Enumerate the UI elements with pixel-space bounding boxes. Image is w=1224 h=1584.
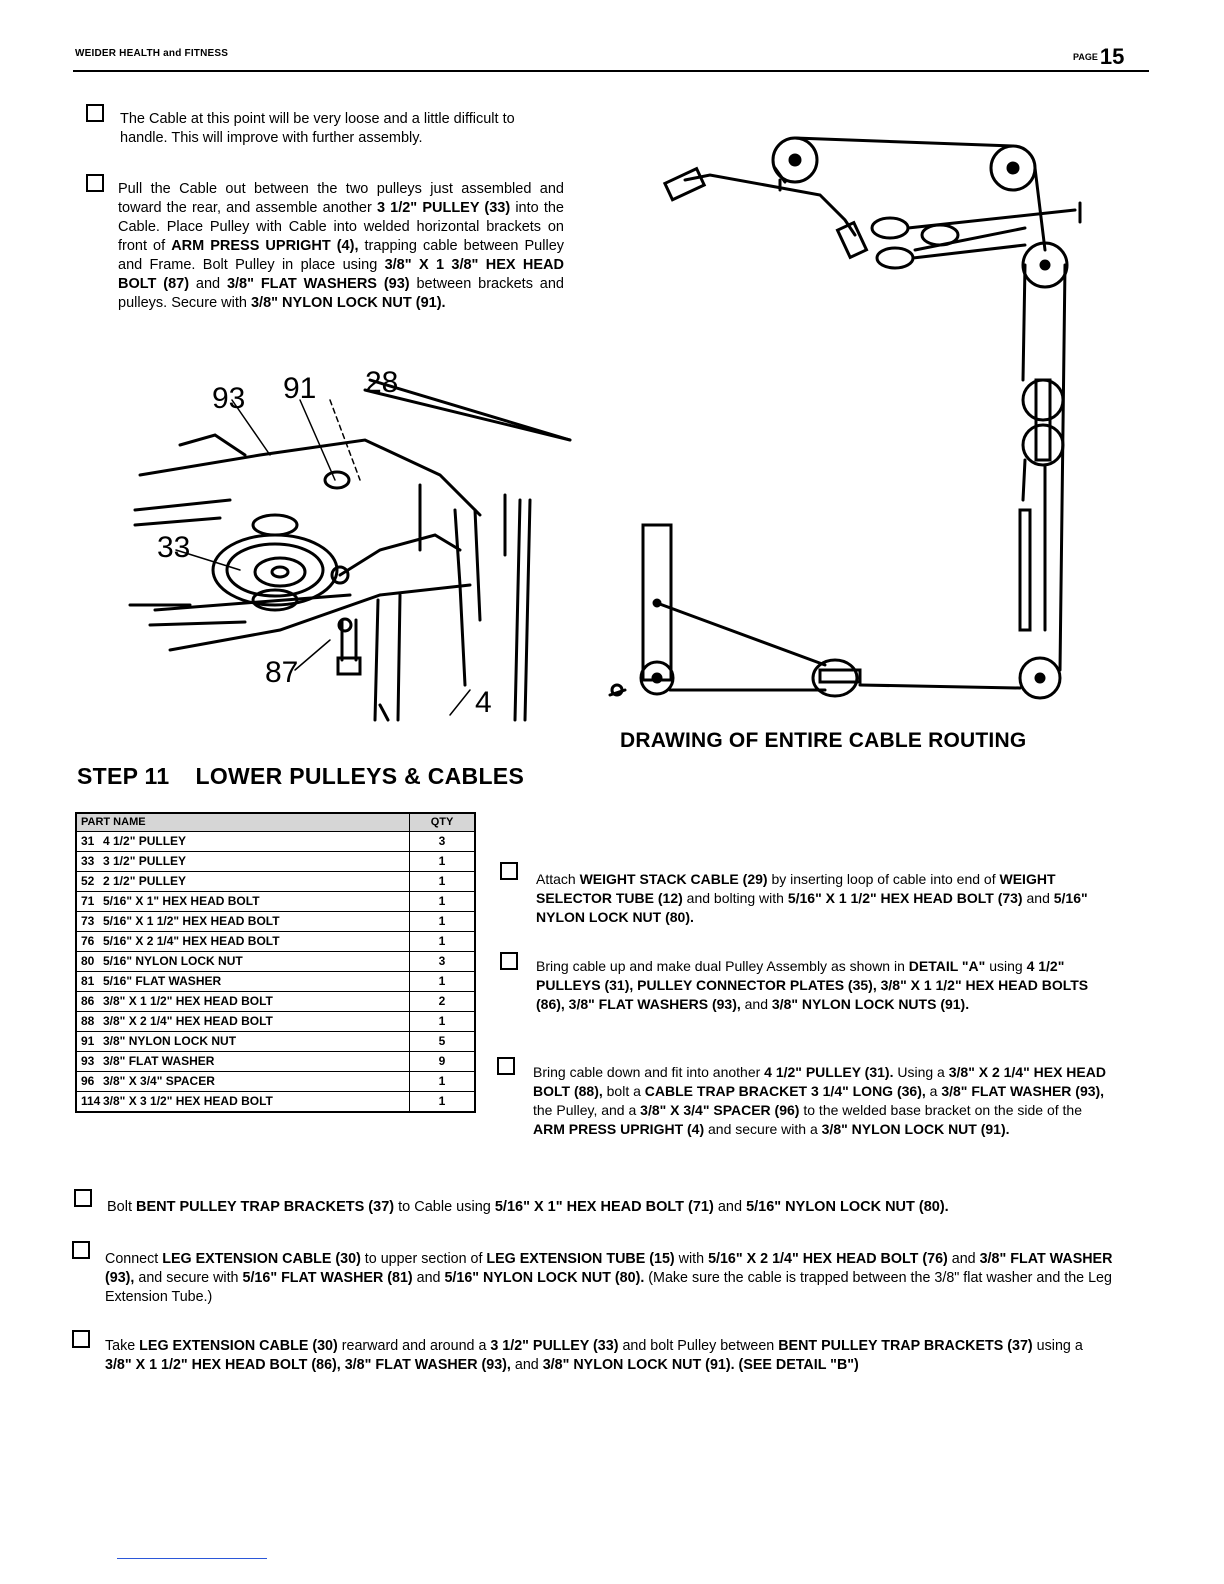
label-4: 4 — [475, 686, 492, 719]
table-row: 31 4 1/2" PULLEY 3 — [76, 832, 475, 852]
table-row: 71 5/16" X 1" HEX HEAD BOLT 1 — [76, 892, 475, 912]
header-rule — [73, 70, 1149, 72]
table-row: 52 2 1/2" PULLEY 1 — [76, 872, 475, 892]
table-row: 33 3 1/2" PULLEY 1 — [76, 852, 475, 872]
header-part-name: PART NAME — [76, 813, 410, 832]
label-91: 91 — [283, 372, 317, 405]
label-33: 33 — [157, 531, 191, 564]
cable-routing-illustration — [595, 110, 1115, 710]
checkbox-cable-down[interactable] — [497, 1057, 515, 1075]
paragraph-pull-cable: Pull the Cable out between the two pulleys just assembled and toward the rear, and assemble another 3 1/2" PULLEY (33) into the Cable. Place Pulley with Cable into welded horizontal brackets on front of ARM PRESS UPRIGHT (4), trapping cable between Pulley and Frame. Bolt Pulley in place using 3/8" X 1 3/8" HEX HEAD BOLT (87) and 3/8" FLAT WASHERS (93) between brackets and pulleys. Secure with 3/8" NYLON LOCK NUT (91). — [118, 181, 565, 311]
paragraph-dual-pulley: Bring cable up and make dual Pulley Assembly as shown in DETAIL "A" using 4 1/2" PULLEYS (31), PULLEY CONNECTOR PLATES (35), 3/8" X 1 1/2" HEX HEAD BOLTS (86), 3/8" FLAT WASHERS (93), and 3/8" NYLON LOCK NUTS (91). — [536, 958, 1089, 1012]
label-93: 93 — [212, 382, 246, 415]
checkbox-leg-extension-cable[interactable] — [72, 1241, 90, 1259]
page-number: 15 — [1099, 44, 1125, 69]
checkbox-dual-pulley[interactable] — [500, 952, 518, 970]
page-label: PAGE — [1073, 52, 1098, 62]
page-number-block — [1073, 44, 1124, 70]
table-row: 93 3/8" FLAT WASHER 9 — [76, 1052, 475, 1072]
checkbox-weight-stack-cable[interactable] — [500, 862, 518, 880]
checkbox-cable-loose[interactable] — [86, 104, 104, 122]
table-row: 96 3/8" X 3/4" SPACER 1 — [76, 1072, 475, 1092]
pulley-detail-illustration — [120, 360, 580, 740]
label-87: 87 — [265, 656, 299, 689]
paragraph-cable-loose: The Cable at this point will be very loose and a little difficult to handle. This will improve with further assembly. — [120, 111, 515, 146]
table-row: 88 3/8" X 2 1/4" HEX HEAD BOLT 1 — [76, 1012, 475, 1032]
footer-blue-line — [117, 1558, 267, 1559]
table-row: 86 3/8" X 1 1/2" HEX HEAD BOLT 2 — [76, 992, 475, 1012]
table-row: 76 5/16" X 2 1/4" HEX HEAD BOLT 1 — [76, 932, 475, 952]
parts-table — [75, 812, 476, 1113]
parts-table-header — [76, 813, 475, 832]
paragraph-cable-down: Bring cable down and fit into another 4 1/2" PULLEY (31). Using a 3/8" X 2 1/4" HEX HEAD BOLT (88), bolt a CABLE TRAP BRACKET 3 1/4" LONG (36), a 3/8" FLAT WASHER (93), the Pulley, and a 3/8" X 3/4" SPACER (96) to the welded base bracket on the side of the ARM PRESS UPRIGHT (4) and secure with a 3/8" NYLON LOCK NUT (91). — [533, 1064, 1106, 1137]
paragraph-bent-pulley-brackets: Bolt BENT PULLEY TRAP BRACKETS (37) to Cable using 5/16" X 1" HEX HEAD BOLT (71) and 5/16" NYLON LOCK NUT (80). — [107, 1199, 949, 1215]
document-header-title: WEIDER HEALTH and FITNESS — [75, 48, 229, 59]
table-row: 114 3/8" X 3 1/2" HEX HEAD BOLT 1 — [76, 1092, 475, 1113]
table-row: 91 3/8" NYLON LOCK NUT 5 — [76, 1032, 475, 1052]
paragraph-leg-extension-cable: Connect LEG EXTENSION CABLE (30) to upper section of LEG EXTENSION TUBE (15) with 5/16" X 2 1/4" HEX HEAD BOLT (76) and 3/8" FLAT WASHER (93), and secure with 5/16" FLAT WASHER (81) and 5/16" NYLON LOCK NUT (80). (Make sure the cable is trapped between the 3/8" flat washer and the Leg Extension Tube.) — [105, 1251, 1113, 1305]
checkbox-bent-pulley-brackets[interactable] — [74, 1189, 92, 1207]
header-qty: QTY — [410, 813, 476, 832]
table-row: 73 5/16" X 1 1/2" HEX HEAD BOLT 1 — [76, 912, 475, 932]
routing-caption: DRAWING OF ENTIRE CABLE ROUTING — [620, 729, 1027, 752]
step-heading: STEP 11 LOWER PULLEYS & CABLES — [77, 763, 525, 789]
checkbox-leg-extension-rearward[interactable] — [72, 1330, 90, 1348]
table-row: 81 5/16" FLAT WASHER 1 — [76, 972, 475, 992]
checkbox-pull-cable[interactable] — [86, 174, 104, 192]
paragraph-weight-stack-cable: Attach WEIGHT STACK CABLE (29) by inserting loop of cable into end of WEIGHT SELECTOR TUBE (12) and bolting with 5/16" X 1 1/2" HEX HEAD BOLT (73) and 5/16" NYLON LOCK NUT (80). — [536, 871, 1088, 925]
table-row: 80 5/16" NYLON LOCK NUT 3 — [76, 952, 475, 972]
label-28: 28 — [365, 366, 399, 399]
paragraph-leg-extension-rearward: Take LEG EXTENSION CABLE (30) rearward and around a 3 1/2" PULLEY (33) and bolt Pulley between BENT PULLEY TRAP BRACKETS (37) using a 3/8" X 1 1/2" HEX HEAD BOLT (86), 3/8" FLAT WASHER (93), and 3/8" NYLON LOCK NUT (91). (SEE DETAIL "B") — [105, 1338, 1083, 1373]
